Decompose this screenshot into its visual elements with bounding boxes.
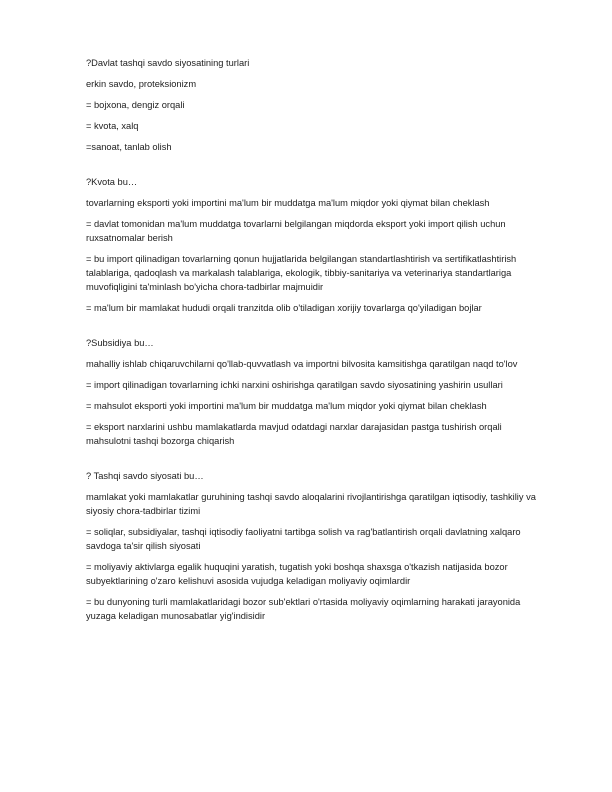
answer-option: tovarlarning eksporti yoki importini ma'lum bir muddatga ma'lum miqdor yoki qiymat bilan cheklash bbox=[86, 198, 490, 208]
answer-option: = ma'lum bir mamlakat hududi orqali tranzitda olib o'tiladigan xorijiy tovarlarga qo'yiladigan bojlar bbox=[86, 303, 482, 313]
answer-option: = kvota, xalq bbox=[86, 121, 139, 131]
answer-option: = mahsulot eksporti yoki importini ma'lum bir muddatga ma'lum miqdor yoki qiymat bilan cheklash bbox=[86, 401, 487, 411]
answer-option: = soliqlar, subsidiyalar, tashqi iqtisodiy faoliyatni tartibga solish va rag'batlantirish orqali davlatning xalqaro savdoga ta'sir qilish siyosati bbox=[86, 527, 521, 551]
spacer bbox=[86, 455, 536, 469]
spacer bbox=[86, 161, 536, 175]
answer-option: = bu dunyoning turli mamlakatlaridagi bozor sub'ektlari o'rtasida moliyaviy oqimlarning harakati jarayonida yuzaga keladigan munosabatlar yig'indisidir bbox=[86, 597, 521, 621]
answer-option: = eksport narxlarini ushbu mamlakatlarda mavjud odatdagi narxlar darajasidan pastga tushirish orqali mahsulotni tashqi bozorga chiqarish bbox=[86, 422, 502, 446]
question-text: ? Tashqi savdo siyosati bu… bbox=[86, 471, 204, 481]
question-block bbox=[86, 336, 536, 448]
answer-option: = moliyaviy aktivlarga egalik huquqini yaratish, tugatish yoki boshqa shaxsga o'tkazish natijasida bozor subyektlarining o'zaro kelishuvi asosida vujudga keladigan moliyaviy oqimlardir bbox=[86, 562, 508, 586]
document-body bbox=[86, 56, 536, 630]
answer-option: = import qilinadigan tovarlarning ichki narxini oshirishga qaratilgan savdo siyosatining yashirin usullari bbox=[86, 380, 503, 390]
answer-option: mahalliy ishlab chiqaruvchilarni qo'llab-quvvatlash va importni bilvosita kamsitishga qaratilgan naqd to'lov bbox=[86, 359, 518, 369]
answer-option: = davlat tomonidan ma'lum muddatga tovarlarni belgilangan miqdorda eksport yoki import qilish uchun ruxsatnomalar berish bbox=[86, 219, 506, 243]
answer-option: =sanoat, tanlab olish bbox=[86, 142, 172, 152]
answer-option: = bojxona, dengiz orqali bbox=[86, 100, 185, 110]
question-block bbox=[86, 56, 536, 154]
spacer bbox=[86, 322, 536, 336]
question-block bbox=[86, 469, 536, 623]
question-text: ?Subsidiya bu… bbox=[86, 338, 154, 348]
answer-option: mamlakat yoki mamlakatlar guruhining tashqi savdo aloqalarini rivojlantirishga qaratilgan iqtisodiy, tashkiliy va siyosiy chora-tadbirlar tizimi bbox=[86, 492, 536, 516]
question-text: ?Kvota bu… bbox=[86, 177, 138, 187]
answer-option: erkin savdo, proteksionizm bbox=[86, 79, 197, 89]
answer-option: = bu import qilinadigan tovarlarning qonun hujjatlarida belgilangan standartlashtirish va sertifikatlashtirish talablariga, qadoqlash va markalash talablariga, ekologik, tibbiy-sanitariya va veterinariya standartlariga muvofiqligini ta'minlash bo'yicha chora-tadbirlar majmuidir bbox=[86, 254, 517, 292]
question-text: ?Davlat tashqi savdo siyosatining turlari bbox=[86, 58, 250, 68]
question-block bbox=[86, 175, 536, 315]
